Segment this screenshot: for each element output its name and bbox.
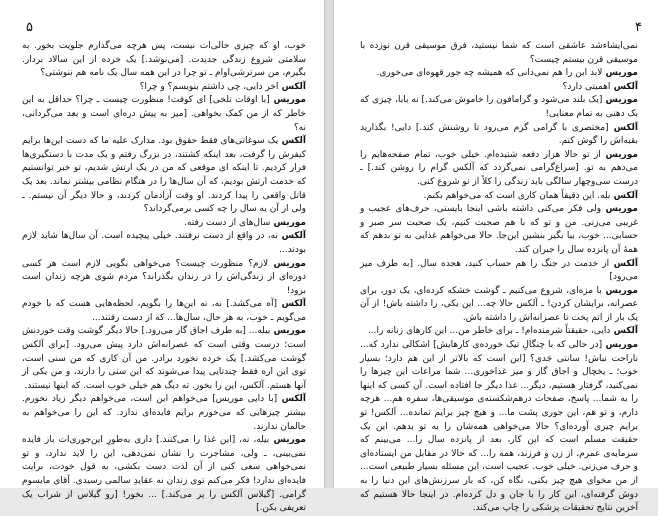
paragraph	[360, 149, 638, 190]
dialogue-text: اخر دایی، چی داشتم بنویسم؟ و چرا؟	[139, 81, 279, 92]
paragraph	[360, 122, 638, 149]
speaker-name: آلکس	[281, 136, 306, 147]
speaker-name: موریس	[273, 217, 306, 228]
page-number: ۵	[26, 20, 33, 35]
speaker-name: موریس	[273, 258, 306, 269]
dialogue-text: [در حالی که با چنگالِ تیک خورده‌ی کار‌هایش] اشکالی ندارد که... ناراحت نباش! سانتی جَدی؟ [این است که بالاتر از این هم دارد؛ بسیار خوب؛ ـ یخچال و اجاق گاز و میز غذاخوری... شما مراعات این چیزها را نمی‌کنید، گرفتار هستیم، دیگر... غذا دیگر جا افتاده است. آن کسی که اینها را به شما... پاسخ، صفحات درهم‌شکسته‌ی موسیقی‌ها، سفره هم... هرچه دارم، و تو هم، این جوری پشت ما... و هیچ چیز برایم نمانده... آلکس! تو برایم چیزی آورده‌ای؟ حالا می‌خواهی همه‌شان را به تو بدهم. این یک حقیقت مسلم است که این کار، بعد از پانزده سال را... می‌بینم که سرمایه‌ی عمرم، از زن و فرزند، همه را... که حالا در مقابل من ایستاده‌ای و حرف می‌زنی. خیلی خوب. عجیب است، این مسئله بسیار طبیعی است... از من مخوای هیچ چیز بکنی، نگاه کن، که بار سرزنش‌های این دنیا را به دوش گرفته‌ای، این کار را با جان و دل کرده‌ام. در اینجا حالا هستیم که آخرین نتایج تحقیقات پزشکی را چاپ می‌کند.	[360, 340, 638, 514]
dialogue-text: دایی، حقیقتاً شرمنده‌ام! ـ برای خاطر من... این کارهای زنانه را...	[367, 326, 611, 337]
dialogue-text: [با اوقات تلخی] ای کوفت! منظورت چیست ـ چرا؟ حداقل به این خاطر که از من کمک بخواهی. [میز به پیش دره‌ای است و بعد می‌گردانی، نه؟	[22, 95, 306, 133]
paragraph	[360, 190, 638, 204]
paragraph	[360, 285, 638, 326]
dialogue-text: نه، در واقع از دست نرفتند. خیلی پیچیده است. آن سال‌ها شاید لازم بودند...	[22, 231, 306, 255]
dialogue-text: لازم؟ منظورت چیست؟ می‌خواهی بگویی لازم است هر کسی دوره‌ای از زندگی‌اش را در زندان بگذراند؟ مردم شوی هرچه زندان است برود!	[22, 258, 306, 296]
speaker-name: آلکس	[281, 394, 306, 405]
speaker-name: موریس	[605, 68, 638, 79]
speaker-name: موریس	[273, 435, 306, 446]
speaker-name: موریس	[273, 326, 306, 337]
right-page	[333, 0, 658, 514]
paragraph	[360, 203, 638, 257]
paragraph	[22, 258, 306, 299]
speaker-name: آلکس	[281, 299, 306, 310]
speaker-name: موریس	[605, 340, 639, 351]
paragraph	[22, 325, 306, 393]
speaker-name: آلکس	[613, 190, 638, 201]
paragraph	[360, 258, 638, 285]
dialogue-text: با مزه‌ای، شروع می‌کنیم ـ گوشت خشکه کرده‌ای، یک دور، برای عصرانه، برایشان کردن! ـ آلکس حالا چه... این یکی، را داشته باش! از آن یک بار از اتم پخت تا عصرانه‌اش را داشته باش.	[360, 285, 638, 323]
paragraph	[22, 94, 306, 135]
dialogue-text: اهمیتی دارد؟	[562, 81, 611, 92]
speaker-name: موریس	[605, 204, 638, 215]
speaker-name: آلکس	[613, 81, 638, 92]
speaker-name: آلکس	[613, 122, 639, 133]
paragraph	[22, 217, 306, 231]
left-page	[0, 0, 325, 514]
paragraph	[22, 393, 306, 434]
dialogue-text: بیله، نه، [این غذا را می‌کنند.] داری به‌طورِ این‌جوری‌ات باز فایده نمی‌بینی، ـ ولی، مشاجرت را نشان نمی‌دهی، این را لاید ندارد، و تو نمی‌خواهی سعی کنی از آن لذت دست بکشی، به قول خودت، برایت فایده‌ای ندارد! فکر می‌کنم توی زندان نه عقایدِ سالمی رسیدی. آقای مایسوم گرامی. [گیلاس آلکس را پر می‌کند.] ... بخور! [رو گیلاس از شراب یک تعریفی بکن.]	[22, 435, 306, 514]
speaker-name: آلکس	[613, 326, 638, 337]
paragraph	[22, 81, 306, 95]
speaker-name: آلکس	[281, 231, 306, 242]
paragraph	[22, 434, 306, 516]
page-text	[360, 40, 638, 516]
dialogue-text: یک سوغاتی‌های فقط حقوق بود. مدارک علیه ما که دست این‌ها برایم کیفرش را گرفت، بعد اینکه کشتند، در بزرگ رفتم و یک مدت با دستگیری‌ها فرار کردیم. تا اینکه ای موقعی که من در یک ارتش شدیم، تو خبر توانستیم که خدمت ارتش بودیم، که آن سال‌ها را در هنگام نظامی بیشتر نماند. بعد یک قاتل واقعی را پیدا کردند. او وقت آزادمان کردند، و حالا دیگر آن نیستم. ـ ولی از آن یه سال را چه کسی برمی‌گرداند؟	[22, 136, 306, 215]
dialogue-text: از خدمت در جنگ را هم حساب کنید، هجده سال. [به طرف میز می‌رود]	[360, 258, 638, 283]
speaker-name: موریس	[273, 95, 306, 106]
page-number: ۴	[635, 20, 642, 35]
speaker-name: آلکس	[613, 258, 638, 269]
paragraph	[22, 40, 306, 81]
paragraph	[360, 40, 638, 67]
speaker-name: موریس	[605, 149, 638, 160]
speaker-name: آلکس	[281, 81, 306, 92]
speaker-name: موریس	[605, 285, 638, 296]
paragraph	[360, 81, 638, 95]
paragraph	[22, 230, 306, 257]
dialogue-text: [مختصری با گرامی گرم می‌رود تا روشنش کند.] دایی! بگذارید بقیه‌اش را گوش کنم.	[360, 122, 638, 147]
dialogue-text: [یک بلند می‌شود و گرامافون را خاموش می‌کند.] نه بابا، چیزی که بک دهنی به تمام معنایی!	[359, 95, 638, 119]
paragraph	[22, 298, 306, 325]
page-text	[22, 40, 306, 516]
dialogue-text: خوب، او که چیزی حالی‌ات نیست، پس هرچه می‌گذارم جلویت بخور. به سلامتی شروع زندگی جدیدت. [می‌نوشد.] یک خرده از این سالاد بردار. بگیرم، من سرترشی‌اوام ـ تو چرا در این همه سال یک نامه هم ننوشتی؟	[22, 41, 306, 79]
dialogue-text: لابد این را هم نمی‌دانی که همیشه چه جور قهوه‌ای می‌خوری.	[376, 68, 603, 79]
speaker-name: موریس	[605, 95, 638, 106]
dialogue-text: سال‌های از دست رفته.	[184, 217, 271, 228]
dialogue-text: [آه می‌کشد.] نه، نه این‌ها را بگویم، لحظه‌هایی هست که با خودم می‌گویم ـ خوب، به هر حال، سال‌ها... که از دست رفتند...	[22, 299, 306, 323]
dialogue-text: بیله... [به طرف اجاق گاز می‌رود.] حالا دیگر گوشت وقت خوردنش است؛ درست وقتی است که عصرانه‌اش دارد پیش می‌رود. [برای آلکس گوشت می‌کشد.] یک خرده نخورد برادر. من آن کاری که من سنی است، توی این اره فقط چندتایی پیدا می‌شوند که این سنی را دارند، و من یکی از آنها هستم. آلکس، این را بخور. ته دیگ هم خیلی خوب است. که اینها نیستند.	[22, 326, 306, 391]
dialogue-text: ولی فکر می‌کنی داشته باشی اینجا بایستی، حرف‌های عجیب و غریبی می‌زنی. من و تو که با هم صحبت کنیم، یک صحبت سر صبر و حسابی... خوب، بیا بگیر بنشین این‌جا. حالا می‌خواهم غذایی به تو بدهم که همهٔ آن پانزده سال را جبران کند.	[360, 204, 638, 255]
paragraph	[22, 135, 306, 217]
dialogue-text: نمی‌ایشاء‌شد عاشقی است که شما نیستید، فرق موسیقی قرن نوزده با موسیقی قرن بیستم چیست؟	[360, 41, 638, 65]
paragraph	[360, 67, 638, 81]
dialogue-text: بله. این دقیقاً همان کاری است که می‌خواهم بکنم.	[423, 190, 611, 201]
paragraph	[360, 325, 638, 339]
paragraph	[360, 339, 638, 516]
dialogue-text: [با دایی موریس] می‌خواهم این است، می‌خواهم دیگر زیاد نخورم. بیشتر چیزهایی که می‌خورم برایم فایده‌ای ندارد. که این را می‌خواهم به حالمان ندارند.	[22, 394, 306, 432]
paragraph	[360, 94, 638, 121]
dialogue-text: از تو حالا هزار دفعه شنیده‌ام. خیلی خوب، تمام صفحه‌هایم را می‌دهم به تو. [سراغ‌گرامی نمی‌گردد که آلکس گرام را روشن کند.] ـ درست سی‌وچهار سالگی باید زندگی را کلاً از نو شروع کنی.	[360, 149, 638, 187]
